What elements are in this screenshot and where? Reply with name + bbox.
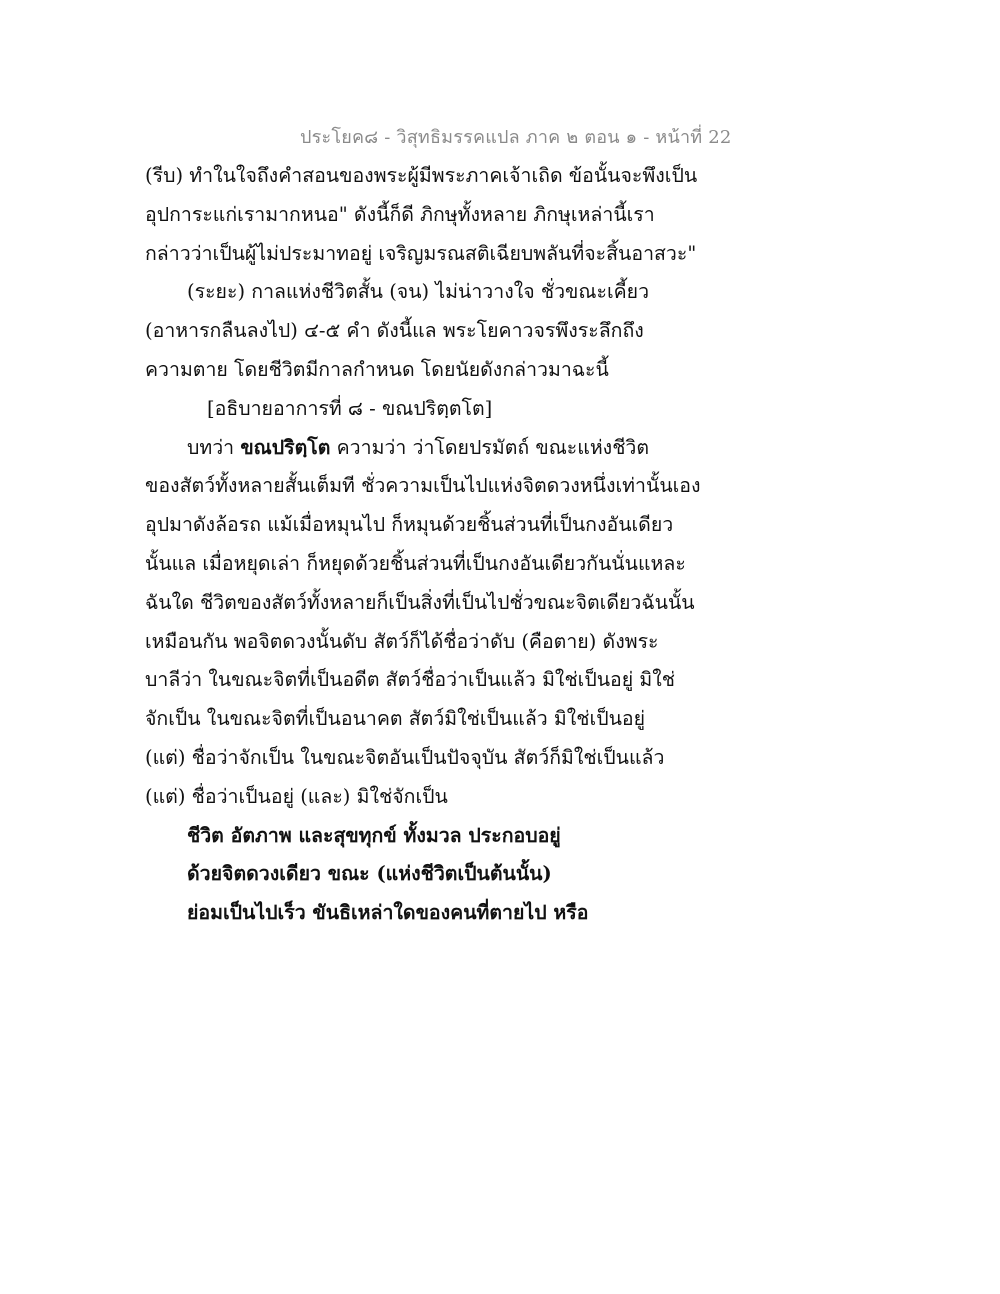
paragraph-text: ความว่า ว่าโดยปรมัตถ์ ขณะแห่งชีวิต [336,435,650,459]
paragraph-line: ความตาย โดยชีวิตมีกาลกำหนด โดยนัยดังกล่าวมาฉะนี้ [145,357,609,381]
paragraph-line: นั้นแล เมื่อหยุดเล่า ก็หยุดด้วยชิ้นส่วนที่เป็นกงอันเดียวกันนั่นแหละ [145,551,686,575]
verse-line: ย่อมเป็นไปเร็ว ขันธิเหล่าใดของคนที่ตายไป หรือ [187,901,589,925]
paragraph-line: อุปมาดังล้อรถ แม้เมื่อหมุนไป ก็หมุนด้วยชิ้นส่วนที่เป็นกงอันเดียว [145,513,674,537]
paragraph-line: (รีบ) ทำในใจถึงคำสอนของพระผู้มีพระภาคเจ้าเถิด ข้อนั้นจะพึงเป็น [145,164,698,187]
paragraph-line: อุปการะแก่เรามากหนอ" ดังนี้ก็ดี ภิกษุทั้งหลาย ภิกษุเหล่านี้เรา [145,202,655,226]
verse-line: ชีวิต อัตภาพ และสุขทุกข์ ทั้งมวล ประกอบอยู่ [187,823,561,847]
paragraph-lead: บทว่า [187,435,235,459]
paragraph-line: (ระยะ) กาลแห่งชีวิตสั้น (จน) ไม่น่าวางใจ ชั่วขณะเคี้ยว [187,280,650,304]
paragraph-line: จักเป็น ในขณะจิตที่เป็นอนาคต สัตว์มิใช่เป็นแล้ว มิใช่เป็นอยู่ [145,707,646,731]
paragraph-line: (อาหารกลืนลงไป) ๔-๕ คำ ดังนี้แล พระโยคาวจรพึงระลึกถึง [145,319,644,343]
running-header: ประโยค๘ - วิสุทธิมรรคแปล ภาค ๒ ตอน ๑ - หน้าที่ 22 [300,127,732,148]
section-heading: [อธิบายอาการที่ ๘ - ขณปริตฺตโต] [207,396,493,420]
paragraph-line: (แต่) ชื่อว่าจักเป็น ในขณะจิตอันเป็นปัจจุบัน สัตว์ก็มิใช่เป็นแล้ว [145,745,665,769]
paragraph-line [145,429,745,468]
defined-term: ขณปริตฺโต [240,435,331,459]
paragraph-line: บาลีว่า ในขณะจิตที่เป็นอดีต สัตว์ชื่อว่าเป็นแล้ว มิใช่เป็นอยู่ มิใช่ [145,668,676,692]
body-text [145,157,745,933]
paragraph-line: กล่าวว่าเป็นผู้ไม่ประมาทอยู่ เจริญมรณสติเฉียบพลันที่จะสิ้นอาสวะ" [145,241,697,265]
paragraph-line: ของสัตว์ทั้งหลายสั้นเต็มที ชั่วความเป็นไปแห่งจิตดวงหนึ่งเท่านั้นเอง [145,474,701,498]
verse-line: ด้วยจิตดวงเดียว ขณะ (แห่งชีวิตเป็นต้นนั้น) [187,862,552,886]
paragraph-line: เหมือนกัน พอจิตดวงนั้นดับ สัตว์ก็ได้ชื่อว่าดับ (คือตาย) ดังพระ [145,629,659,653]
paragraph-line: ฉันใด ชีวิตของสัตว์ทั้งหลายก็เป็นสิ่งที่เป็นไปชั่วขณะจิตเดียวฉันนั้น [145,590,695,614]
paragraph-line: (แต่) ชื่อว่าเป็นอยู่ (และ) มิใช่จักเป็น [145,784,448,808]
